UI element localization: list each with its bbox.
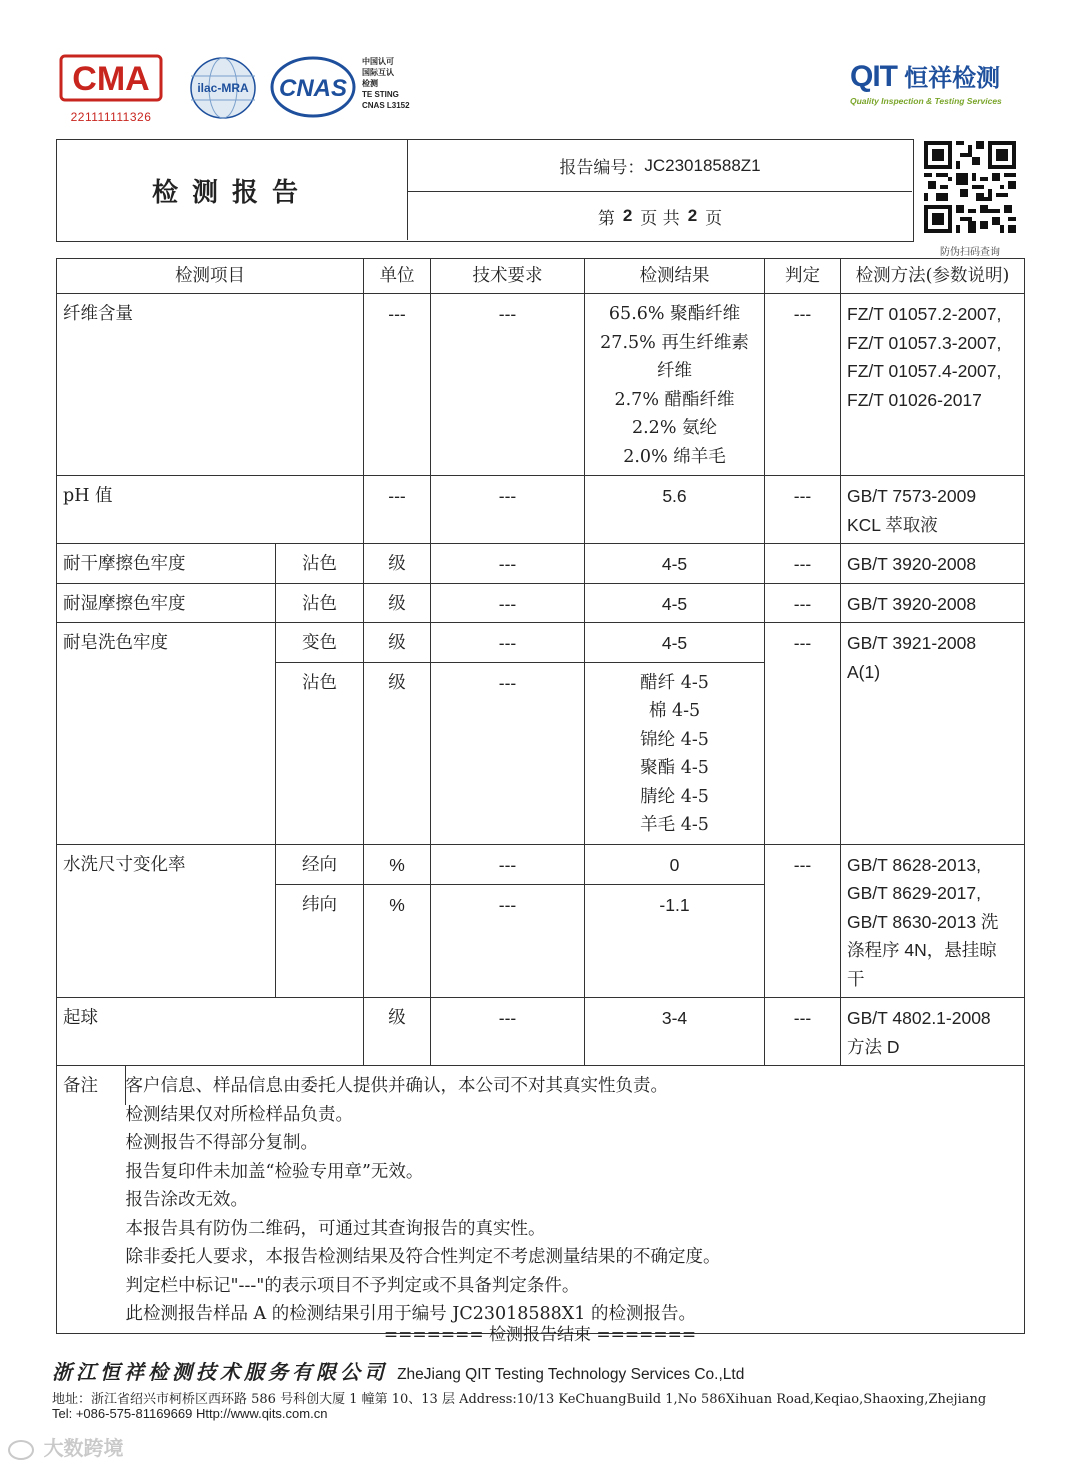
unit-cell: --- (364, 294, 431, 476)
method-line: GB/T 7573-2009 (847, 486, 977, 506)
requirement-cell: --- (431, 294, 585, 476)
method-line: FZ/T 01057.4-2007, (847, 361, 1002, 381)
result-cell: 3-4 (585, 998, 765, 1066)
method-line: 方法 D (847, 1036, 900, 1057)
cnas-mark-icon (270, 56, 356, 118)
result-line: 锦纶 4-5 (640, 729, 709, 750)
item-name: 起球 (57, 998, 364, 1066)
table-row (57, 476, 1025, 544)
sub-item: 纬向 (276, 884, 364, 997)
company-name-en: ZheJiang QIT Testing Technology Services Co.,Ltd (397, 1366, 745, 1383)
judgement-cell: --- (765, 998, 841, 1066)
table-row (57, 544, 1025, 584)
requirement-cell: --- (431, 476, 585, 544)
notes-content (125, 1066, 1025, 1334)
qr-code[interactable] (924, 141, 1016, 233)
item-name: 耐皂洗色牢度 (57, 623, 276, 845)
method-line: FZ/T 01026-2017 (847, 389, 982, 410)
judgement-cell: --- (765, 476, 841, 544)
report-number-label: 报告编号： (559, 158, 645, 178)
page-suffix: 页 (705, 208, 723, 229)
unit-cell: --- (364, 476, 431, 544)
result-line: 醋纤 4-5 (640, 672, 709, 693)
report-number: JC23018588Z1 (644, 155, 761, 175)
page-current: 2 (622, 206, 633, 225)
sub-item: 沾色 (276, 662, 364, 844)
method-line: GB/T 8628-2013, (847, 854, 981, 875)
watermark-text: 大数跨境 (43, 1438, 124, 1460)
qit-subtitle: Quality Inspection & Testing Services (850, 96, 1002, 106)
item-name: 耐干摩擦色牢度 (57, 544, 276, 584)
method-line: KCL 萃取液 (847, 514, 938, 535)
note-line: 报告涂改无效。 (125, 1190, 248, 1210)
sub-item: 经向 (276, 844, 364, 884)
header-result: 检测结果 (585, 259, 765, 294)
note-line: 报告复印件未加盖“检验专用章”无效。 (125, 1161, 424, 1182)
judgement-cell: --- (765, 294, 841, 476)
result-line: 65.6% 聚酯纤维 (608, 304, 741, 324)
qit-cn-name: 恒祥检测 (904, 65, 1001, 92)
requirement-cell: --- (431, 884, 585, 997)
unit-cell: 级 (364, 544, 431, 584)
cma-logo (58, 52, 164, 124)
method-cell (841, 844, 1025, 998)
judgement-cell: --- (765, 844, 841, 998)
unit-cell: 级 (364, 583, 431, 623)
requirement-cell: --- (431, 623, 585, 663)
watermark-logo-icon (8, 1440, 34, 1460)
judgement-cell: --- (765, 623, 841, 845)
note-line: 除非委托人要求，本报告检测结果及符合性判定不考虑测量结果的不确定度。 (125, 1247, 721, 1267)
requirement-cell: --- (431, 544, 585, 584)
company-contact: Tel: +086-575-81169669 Http://www.qits.com.cn (52, 1406, 328, 1421)
item-name: 纤维含量 (57, 294, 364, 476)
unit-cell: 级 (364, 623, 431, 663)
item-name: 耐湿摩擦色牢度 (57, 583, 276, 623)
requirement-cell: --- (431, 583, 585, 623)
note-line: 客户信息、样品信息由委托人提供并确认，本公司不对其真实性负责。 (125, 1076, 668, 1096)
item-name: pH 值 (57, 476, 364, 544)
requirement-cell: --- (431, 662, 585, 844)
header-method: 检测方法(参数说明) (841, 259, 1025, 294)
method-line: GB/T 4802.1-2008 (847, 1008, 991, 1028)
page-count-cell (408, 192, 912, 240)
result-line: 2.0% 绵羊毛 (623, 446, 726, 467)
qit-logo (850, 58, 1002, 106)
header-judgement: 判定 (765, 259, 841, 294)
qit-brand: QIT (850, 60, 897, 93)
cnas-desc-line: 检测 (362, 79, 378, 88)
note-line: 检测结果仅对所检样品负责。 (125, 1104, 353, 1125)
table-row (57, 844, 1025, 884)
cnas-desc-line: 国际互认 (362, 68, 394, 77)
note-line: 本报告具有防伪二维码，可通过其查询报告的真实性。 (125, 1218, 546, 1239)
cnas-description (362, 56, 410, 111)
cnas-logo (270, 56, 356, 122)
ilac-globe-icon (186, 56, 260, 120)
watermark (8, 1432, 124, 1461)
sub-item: 沾色 (276, 583, 364, 623)
report-end-line: ======= 检测报告结束 ======= (383, 1325, 697, 1345)
result-line: 羊毛 4-5 (640, 815, 709, 835)
note-line: 检测报告不得部分复制。 (125, 1133, 318, 1153)
page-prefix: 第 (597, 208, 615, 229)
results-table (56, 258, 1025, 1334)
sub-item: 沾色 (276, 544, 364, 584)
report-title-box (56, 139, 914, 242)
header-requirement: 技术要求 (431, 259, 585, 294)
cma-mark-icon (58, 52, 164, 104)
cma-number: 221111111326 (70, 110, 152, 124)
unit-cell: % (364, 844, 431, 884)
cnas-desc-line: TE STING (362, 90, 399, 99)
method-line: 涤程序 4N，悬挂晾 (847, 940, 997, 960)
note-line: 判定栏中标记"---"的表示项目不予判定或不具备判定条件。 (125, 1275, 580, 1296)
judgement-cell: --- (765, 583, 841, 623)
result-cell (585, 294, 765, 476)
page-mid: 页 共 (640, 208, 680, 229)
ilac-text: ilac-MRA (197, 81, 249, 95)
note-line: 此检测报告样品 A 的检测结果引用于编号 JC23018588X1 的检测报告。 (125, 1304, 696, 1324)
result-line: 纤维 (657, 361, 692, 381)
item-name: 水洗尺寸变化率 (57, 844, 276, 998)
result-cell: 4-5 (585, 583, 765, 623)
sub-item: 变色 (276, 623, 364, 663)
method-cell: GB/T 3920-2008 (841, 583, 1025, 623)
method-line: GB/T 8630-2013 洗 (847, 911, 999, 932)
method-line: GB/T 8629-2017, (847, 883, 981, 903)
report-title-cell (57, 140, 408, 240)
method-line: 干 (847, 968, 865, 989)
company-name-cn: 浙江恒祥检测技术服务有限公司 (52, 1360, 388, 1384)
company-address: 地址：浙江省绍兴市柯桥区西环路 586 号科创大厦 1 幢第 10、13 层 Address:10/13 KeChuangBuild 1,No 586Xihuan Road,Keqiao,Shaoxing,Zhejiang (52, 1392, 987, 1407)
result-line: 27.5% 再生纤维素 (600, 332, 749, 353)
table-row (57, 623, 1025, 663)
method-line: FZ/T 01057.3-2007, (847, 332, 1002, 353)
method-cell (841, 998, 1025, 1066)
result-cell: 0 (585, 844, 765, 884)
report-number-cell (408, 140, 912, 192)
method-cell (841, 476, 1025, 544)
judgement-cell: --- (765, 544, 841, 584)
requirement-cell: --- (431, 998, 585, 1066)
cma-text: CMA (72, 60, 150, 98)
method-cell (841, 623, 1025, 845)
table-row (57, 294, 1025, 476)
result-line: 2.2% 氨纶 (631, 418, 718, 438)
result-cell: 4-5 (585, 544, 765, 584)
cnas-text: CNAS (278, 75, 348, 102)
method-cell (841, 294, 1025, 476)
cnas-desc-line: 中国认可 (362, 57, 394, 66)
result-cell (585, 662, 765, 844)
header-item: 检测项目 (57, 259, 364, 294)
notes-label-text: 备注 (63, 1076, 98, 1096)
unit-cell: 级 (364, 998, 431, 1066)
result-cell: 4-5 (585, 623, 765, 663)
header-unit: 单位 (364, 259, 431, 294)
unit-cell: 级 (364, 662, 431, 844)
table-row (57, 583, 1025, 623)
unit-cell: % (364, 884, 431, 997)
requirement-cell: --- (431, 844, 585, 884)
table-header-row (57, 259, 1025, 294)
cnas-desc-line: CNAS L3152 (362, 101, 410, 110)
result-line: 棉 4-5 (648, 701, 701, 721)
report-title: 检测报告 (151, 177, 312, 208)
method-line: FZ/T 01057.2-2007, (847, 304, 1002, 324)
company-line (52, 1356, 744, 1385)
qr-code-icon (924, 141, 1016, 233)
qr-caption: 防伪扫码查询 (940, 247, 1000, 258)
table-row (57, 998, 1025, 1066)
ilac-mra-logo (186, 56, 260, 124)
page-total: 2 (687, 206, 698, 225)
result-line: 腈纶 4-5 (640, 786, 709, 807)
method-line: A(1) (847, 661, 881, 682)
result-line: 2.7% 醋酯纤维 (614, 389, 735, 410)
method-cell: GB/T 3920-2008 (841, 544, 1025, 584)
notes-row (57, 1066, 1025, 1334)
result-line: 聚酯 4-5 (640, 758, 709, 778)
result-cell: -1.1 (585, 884, 765, 997)
result-cell: 5.6 (585, 476, 765, 544)
method-line: GB/T 3921-2008 (847, 633, 977, 653)
